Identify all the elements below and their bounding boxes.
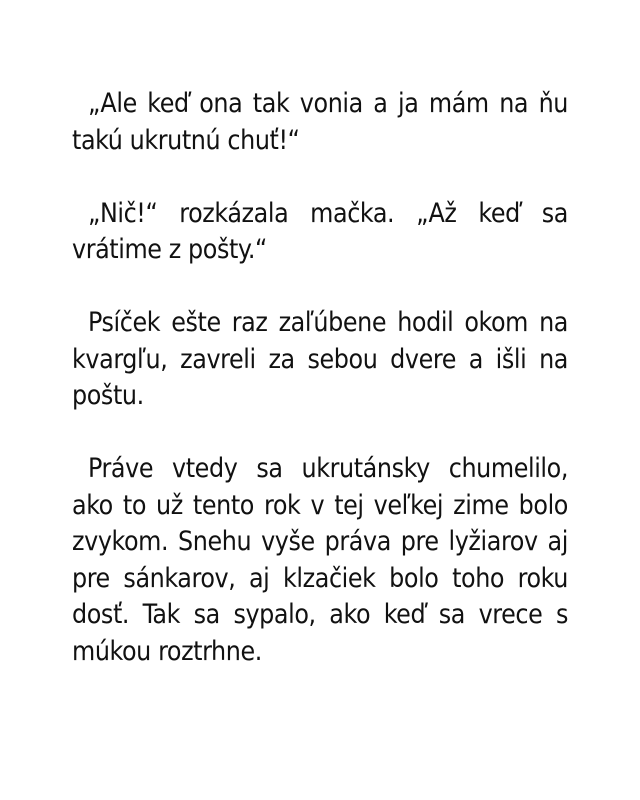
paragraph-4: Práve vtedy sa ukrutánsky chumelilo, ako to už tento rok v tej veľkej zime bolo zvykom. Snehu vyše práva pre lyžiarov aj pre sánkarov, aj klzačiek bolo toho roku dosť. Tak sa sypalo, ako keď sa vrece s múkou roztrhne. xyxy=(72,453,568,667)
paragraph-1: „Ale keď ona tak vonia a ja mám na ňu takú ukrutnú chuť!“ xyxy=(72,88,568,156)
paragraph-2: „Nič!“ rozkázala mačka. „Až keď sa vrátime z pošty.“ xyxy=(72,197,568,265)
paragraph-3: Psíček ešte raz zaľúbene hodil okom na kvargľu, zavreli za sebou dvere a išli na poštu. xyxy=(72,307,568,411)
